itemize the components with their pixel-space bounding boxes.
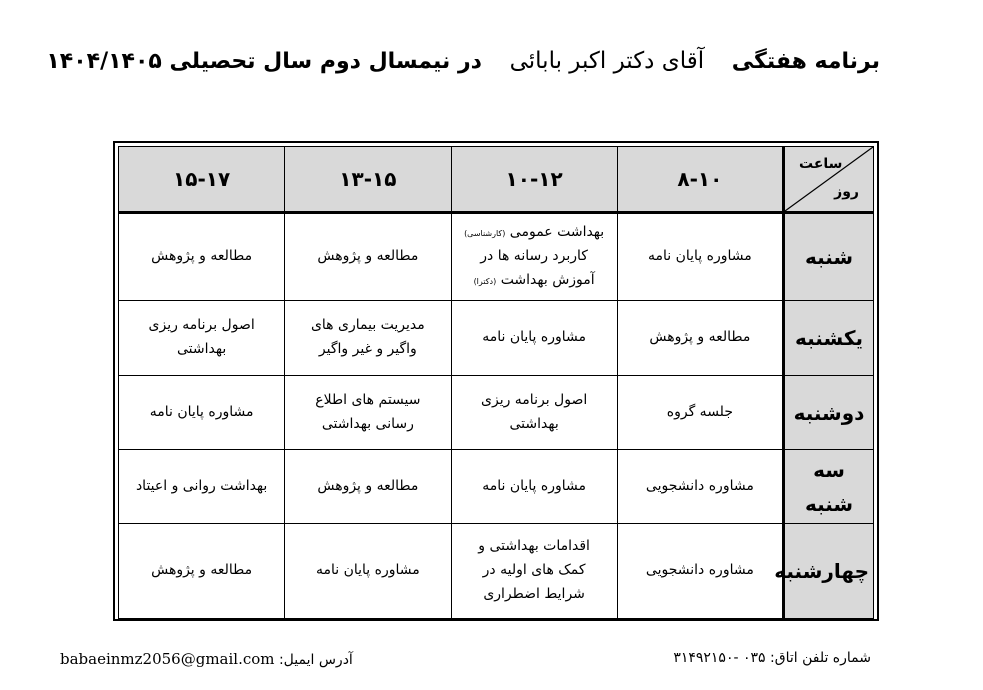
cell-line: مطالعه و پژوهش	[317, 248, 419, 265]
cell-line: اصول برنامه ریزی	[481, 391, 588, 408]
schedule-cell	[285, 213, 451, 301]
schedule-table	[118, 146, 874, 619]
table-row	[119, 524, 874, 619]
cell-line: بهداشت عمومی (کارشناسی)	[464, 224, 605, 241]
phone-value: ۰۳۵ -۳۱۴۹۲۱۵۰	[673, 650, 766, 666]
cell-line: واگیر و غیر واگیر	[318, 341, 417, 357]
schedule-cell	[119, 301, 285, 376]
cell-line: مشاوره دانشجویی	[645, 477, 754, 494]
day-label: چهارشنبه	[784, 524, 874, 619]
cell-note: (دکترا)	[473, 276, 497, 286]
schedule-cell	[451, 524, 617, 619]
cell-line: مطالعه و پژوهش	[151, 562, 253, 579]
email-label: آدرس ایمیل:	[278, 652, 353, 668]
cell-line: جلسه گروه	[666, 403, 733, 420]
title-part2: در نیمسال دوم سال تحصیلی ۱۴۰۴/۱۴۰۵	[46, 49, 482, 74]
schedule-cell	[285, 301, 451, 376]
cell-line: اقدامات بهداشتی و	[478, 538, 590, 555]
time-slot-header: ۸-۱۰	[617, 147, 783, 213]
email-link[interactable]: babaeinmz2056@gmail.com	[60, 650, 275, 668]
schedule-cell	[451, 376, 617, 450]
table-row	[119, 301, 874, 376]
cell-line: آموزش بهداشت (دکترا)	[473, 271, 595, 288]
cell-line: مشاوره دانشجویی	[645, 562, 754, 579]
day-label: شنبه	[784, 213, 874, 301]
time-slot-header: ۱۵-۱۷	[119, 147, 285, 213]
cell-line: مطالعه و پژوهش	[649, 329, 751, 346]
cell-line: مشاوره پایان نامه	[482, 477, 587, 494]
schedule-cell	[451, 301, 617, 376]
corner-label-day: روز	[834, 184, 859, 201]
cell-line: رسانی بهداشتی	[321, 415, 414, 432]
cell-line: کاربرد رسانه ها در	[480, 248, 588, 265]
table-row	[119, 213, 874, 301]
cell-line: بهداشت روانی و اعیتاد	[135, 477, 268, 494]
page-title	[46, 48, 890, 88]
cell-line: مشاوره پایان نامه	[647, 248, 752, 265]
schedule-cell	[285, 524, 451, 619]
schedule-cell	[285, 376, 451, 450]
cell-line: بهداشتی	[177, 341, 227, 357]
cell-line: کمک های اولیه در	[482, 562, 586, 579]
cell-line: سیستم های اطلاع	[315, 391, 421, 408]
cell-line: مطالعه و پژوهش	[151, 248, 253, 265]
title-name: آقای دکتر اکبر بابائی	[509, 48, 705, 74]
phone-label: شماره تلفن اتاق:	[770, 650, 871, 666]
table-row	[119, 376, 874, 450]
schedule-cell	[285, 450, 451, 524]
time-slot-header: ۱۳-۱۵	[285, 147, 451, 213]
schedule-cell	[617, 376, 783, 450]
schedule-cell	[119, 213, 285, 301]
schedule-cell	[617, 450, 783, 524]
schedule-cell	[119, 524, 285, 619]
cell-line: شرایط اضطراری	[483, 585, 585, 602]
phone-info	[673, 650, 871, 666]
day-label: سه شنبه	[784, 450, 874, 524]
cell-line: مشاوره پایان نامه	[482, 329, 587, 346]
cell-line: بهداشتی	[509, 415, 559, 432]
schedule-cell	[451, 450, 617, 524]
corner-header	[784, 147, 874, 213]
cell-line: اصول برنامه ریزی	[148, 317, 255, 334]
corner-label-time: ساعت	[799, 156, 843, 172]
cell-line: مشاوره پایان نامه	[149, 403, 254, 420]
schedule-cell	[617, 213, 783, 301]
schedule-cell	[119, 450, 285, 524]
email-info	[60, 650, 353, 668]
table-row	[119, 450, 874, 524]
cell-line: مشاوره پایان نامه	[315, 562, 420, 579]
day-label: دوشنبه	[784, 376, 874, 450]
schedule-cell	[451, 213, 617, 301]
schedule-cell	[119, 376, 285, 450]
day-label: یکشنبه	[784, 301, 874, 376]
schedule-cell	[617, 524, 783, 619]
cell-line: مطالعه و پژوهش	[317, 477, 419, 494]
title-part1: برنامه هفتگی	[731, 49, 880, 74]
cell-note: (کارشناسی)	[464, 229, 506, 239]
cell-line: مدیریت بیماری های	[310, 317, 425, 334]
time-slot-header: ۱۰-۱۲	[451, 147, 617, 213]
schedule-cell	[617, 301, 783, 376]
